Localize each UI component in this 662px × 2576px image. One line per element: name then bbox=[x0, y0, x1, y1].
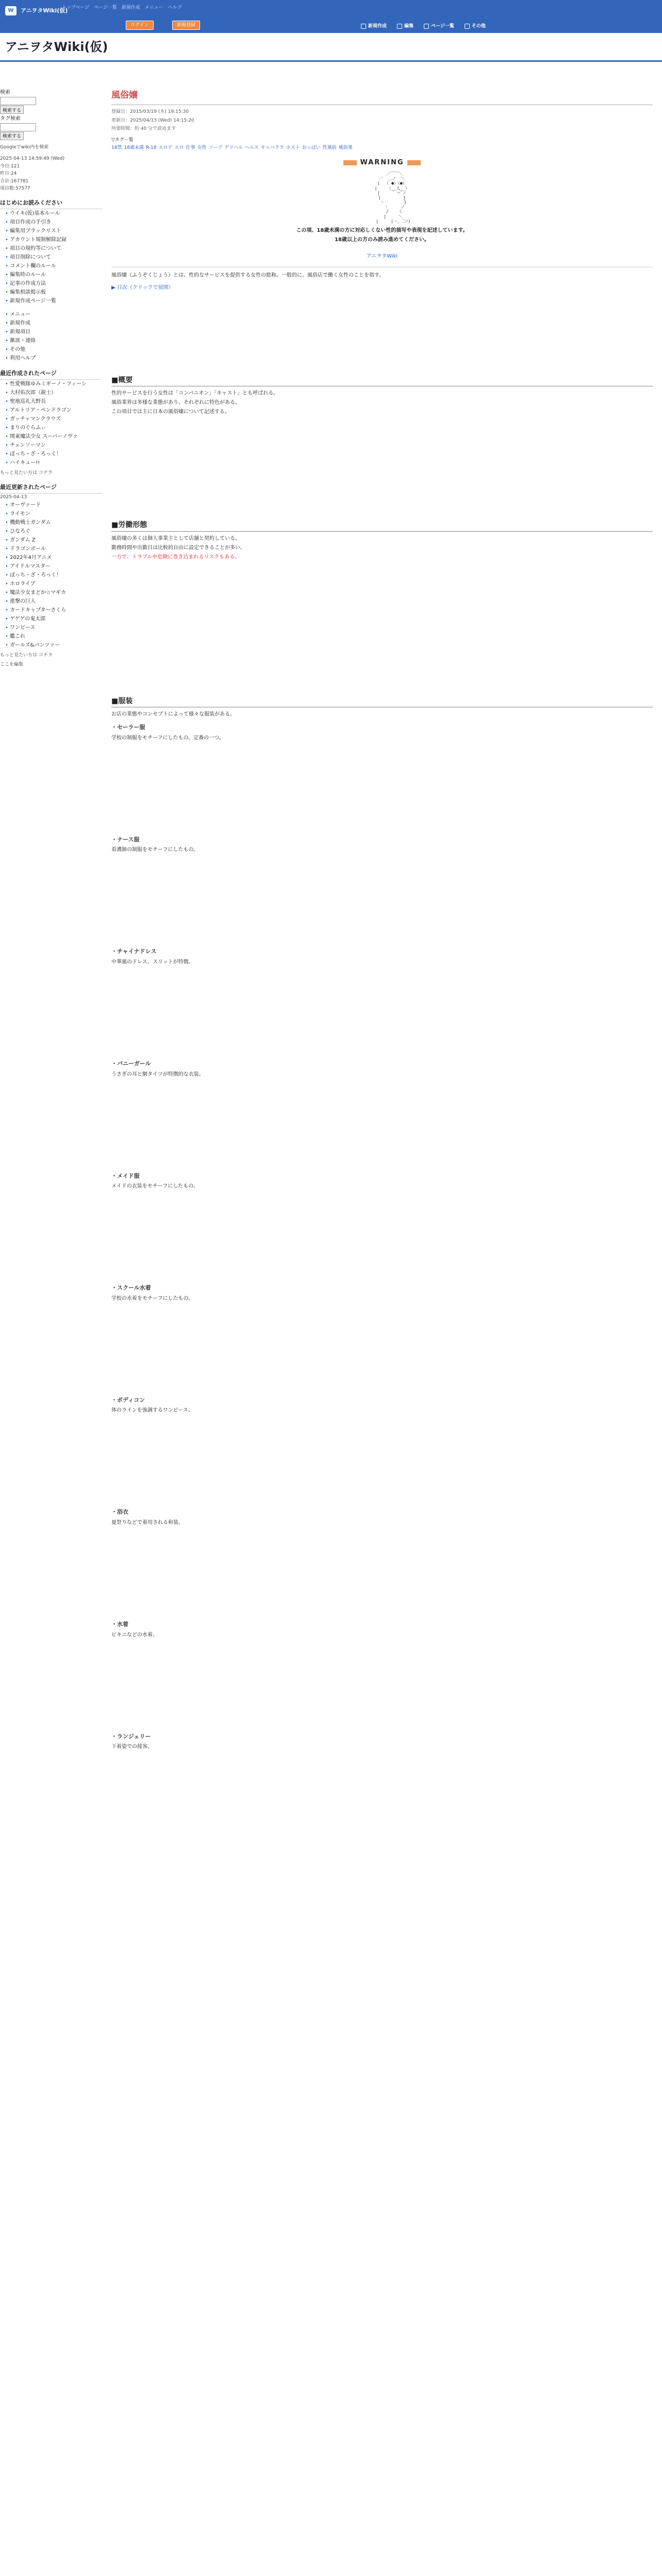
more-icon bbox=[465, 24, 470, 29]
tag-link[interactable]: 風俗業 bbox=[338, 145, 353, 150]
register-button[interactable]: 新規登録 bbox=[172, 21, 200, 30]
sidebar-rule-item[interactable]: • 項目削除について bbox=[5, 253, 102, 262]
sidebar-updated-item[interactable]: • ぼっち・ざ・ろっく！ bbox=[5, 571, 102, 580]
clothes-item-heading: ・ランジェリー bbox=[111, 1733, 151, 1740]
overview-p3: この項目では主に日本の風俗嬢について記述する。 bbox=[111, 409, 230, 415]
sidebar-rule-item[interactable]: • 記事の作成方法 bbox=[5, 280, 102, 288]
edit-label: 編集 bbox=[404, 24, 414, 29]
section-clothes-heading: ■服装 bbox=[111, 696, 653, 707]
search-input[interactable] bbox=[0, 97, 36, 105]
more-action[interactable] bbox=[465, 23, 486, 30]
stat-pages: 項目数:57577 bbox=[0, 185, 30, 191]
sidebar-created-item[interactable]: • まりのぐらふぃ bbox=[5, 424, 102, 432]
sidebar-rule-item[interactable]: • アカウント規制解除記録 bbox=[5, 236, 102, 244]
crumb-top[interactable]: トップページ bbox=[62, 5, 90, 10]
recent-updated-heading: 最近更新されたページ bbox=[0, 483, 102, 494]
sidebar-rule-item[interactable]: • 編集用ブラックリスト bbox=[5, 227, 102, 235]
sidebar-rule-item[interactable]: • 編集相談掲示板 bbox=[5, 289, 102, 297]
warning-stripe-icon bbox=[407, 160, 421, 165]
tag-link[interactable]: デリヘル bbox=[224, 145, 243, 150]
sidebar bbox=[0, 89, 102, 2576]
tag-link[interactable]: 性風俗 bbox=[322, 145, 337, 150]
section-work-heading: ■労働形態 bbox=[111, 519, 653, 531]
ascii-art: ／￣￣＼ ／ ＿ノ ＼ | （ ●）（●） | （__人__） | ` ⌒´ノ | } ヽ } ヽ ノ / く | ＼ | |ヽ、二⌒) bbox=[374, 171, 411, 224]
tag-link[interactable]: キャバクラ bbox=[260, 145, 284, 150]
sidebar-updated-item[interactable]: • アイドルマスター bbox=[5, 563, 102, 571]
sidebar-updated-item[interactable]: • ひなろぐ bbox=[5, 528, 102, 536]
warning-line-2: 18歳以上の方のみ読み進めてください。 bbox=[335, 237, 429, 243]
warning-line-1: この項、18歳未満の方に対応しくない性的描写や表現を記述しています。 bbox=[296, 228, 468, 233]
stat-today: 今日:121 bbox=[0, 163, 20, 169]
sidebar-created-item[interactable]: • アルトリア・ペンドラゴン bbox=[5, 406, 102, 415]
overview-p2: 風俗業界は多様な業態があり、それぞれに特色がある。 bbox=[111, 400, 240, 406]
clothes-item-body bbox=[111, 1528, 653, 1616]
title-banner bbox=[0, 33, 662, 62]
tag-link[interactable]: エロゲ bbox=[158, 145, 173, 150]
more-created-link[interactable]: もっと見たい方は コチラ bbox=[0, 470, 53, 476]
edit-action[interactable] bbox=[397, 23, 413, 30]
clothes-item-body bbox=[111, 743, 653, 831]
sidebar-created-item[interactable]: • ガッチャマンクラウズ bbox=[5, 415, 102, 423]
tag-link[interactable]: おっぱい bbox=[302, 145, 321, 150]
tag-search-input[interactable] bbox=[0, 123, 36, 131]
clothes-item-heading: ・バニーガール bbox=[111, 1060, 151, 1067]
meta-updated: 更新日：2025/04/13 (Wed) 14:15:20 bbox=[111, 117, 194, 123]
tag-link[interactable]: 仕事 bbox=[186, 145, 195, 150]
google-search-link[interactable]: Googleでwiki内を検索 bbox=[0, 145, 49, 150]
clothes-item-text: メイドの衣装をモチーフにしたもの。 bbox=[111, 1183, 198, 1190]
clothes-item-text: うさぎの耳と網タイツが特徴的な衣装。 bbox=[111, 1071, 204, 1077]
main-content bbox=[111, 89, 653, 1840]
sidebar-nav-item[interactable]: • 利用ヘルプ bbox=[5, 354, 102, 363]
sidebar-rule-item[interactable]: • 項目の規約等について bbox=[5, 245, 102, 253]
sidebar-created-item[interactable]: • ぼっち・ざ・ろっく！ bbox=[5, 450, 102, 459]
more-updated-link[interactable]: もっと見たい方は コチラ bbox=[0, 652, 53, 658]
page-header-title: アニヲタWiki(仮) bbox=[5, 40, 108, 54]
sidebar-updated-item[interactable]: • 魔法少女まどか☆マギカ bbox=[5, 589, 102, 597]
clothes-item-text: 学校の水着をモチーフにしたもの。 bbox=[111, 1295, 194, 1301]
site-name: アニヲタWiki(仮) bbox=[21, 7, 68, 14]
crumb-new[interactable]: 新規作成 bbox=[121, 5, 140, 10]
plus-icon bbox=[361, 24, 366, 29]
sidebar-updated-item[interactable]: • 進撃の巨人 bbox=[5, 598, 102, 606]
current-date: 2025-04-13 14:59:49 (Wed) bbox=[0, 156, 65, 162]
login-button[interactable]: ログイン bbox=[126, 21, 154, 30]
sidebar-updated-item[interactable]: • ドラゴンボール bbox=[5, 545, 102, 553]
recent-updated-list bbox=[5, 501, 102, 650]
clothes-item-body bbox=[111, 1304, 653, 1392]
recent-created-heading: 最近作成されたページ bbox=[0, 369, 102, 380]
clothes-item-body bbox=[111, 1752, 653, 1840]
sidebar-rule-item[interactable]: • コメント欄のルール bbox=[5, 262, 102, 270]
clothes-item-text: 看護師の制服をモチーフにしたもの。 bbox=[111, 847, 199, 853]
edit-sidebar-link[interactable]: ここを編集 bbox=[0, 662, 24, 668]
clothes-item-heading: ・チャイナドレス bbox=[111, 948, 157, 955]
breadcrumb bbox=[62, 4, 185, 11]
sidebar-updated-item[interactable]: • 2022年4月アニメ bbox=[5, 554, 102, 562]
clothes-item-heading: ・スクール水着 bbox=[111, 1284, 151, 1292]
sidebar-nav-item[interactable]: • その他 bbox=[5, 346, 102, 354]
pencil-icon bbox=[397, 24, 402, 29]
warning-text: WARNING bbox=[360, 159, 404, 167]
sidebar-updated-item[interactable]: • ホロライブ bbox=[5, 580, 102, 588]
sidebar-nav-item[interactable]: • 新規項目 bbox=[5, 328, 102, 336]
sidebar-updated-item[interactable]: • 機動戦士ガンダム bbox=[5, 519, 102, 527]
lead-paragraph: 風俗嬢（ふうぞくじょう）とは、性的なサービスを提供する女性の総称。一般的に、風俗店で働く女性のことを指す。 bbox=[111, 273, 385, 278]
warning-title bbox=[111, 158, 653, 168]
warning-stripe-icon bbox=[343, 160, 357, 165]
sidebar-rule-item[interactable]: • 新規作成ページ一覧 bbox=[5, 297, 102, 306]
search-button[interactable]: 検索する bbox=[0, 106, 24, 114]
page-title: 風俗嬢 bbox=[111, 89, 653, 105]
page-list-label: ページ一覧 bbox=[431, 24, 454, 29]
meta-created: 登録日：2015/03/19 (木) 19:15:30 bbox=[111, 109, 189, 115]
clothes-item-heading: ・メイド服 bbox=[111, 1172, 140, 1179]
sidebar-rule-item[interactable]: • ウイキ(仮)基本ルール bbox=[5, 210, 102, 218]
sidebar-created-item[interactable]: • チェンソーマン bbox=[5, 442, 102, 450]
tag-list bbox=[111, 137, 653, 151]
sidebar-created-item[interactable]: • 性愛戦隊ゆみミギーノ・フィーシ bbox=[5, 380, 102, 388]
sidebar-rule-item[interactable]: • 編集時のルール bbox=[5, 271, 102, 279]
sidebar-updated-item[interactable]: • カードキャプターさくら bbox=[5, 606, 102, 615]
recent-created-list bbox=[5, 380, 102, 467]
read-first-heading: はじめにお読みください bbox=[0, 198, 102, 209]
work-p3: 一方で、トラブルや危険に巻き込まれるリスクもある。 bbox=[111, 554, 240, 560]
new-page-action[interactable] bbox=[361, 23, 387, 30]
clothes-item-body bbox=[111, 1080, 653, 1167]
work-p2: 勤務時間や出勤日は比較的自由に設定できることが多い。 bbox=[111, 545, 245, 551]
clothes-item-body bbox=[111, 1192, 653, 1279]
tag-prefix: ▽タグ一覧 bbox=[111, 138, 134, 143]
clothes-item-heading: ・ボディコン bbox=[111, 1396, 145, 1403]
search-label: 検索 bbox=[0, 90, 10, 95]
warning-box bbox=[111, 158, 653, 261]
page-list-action[interactable] bbox=[424, 23, 454, 30]
meta-readtime: 所要時間：約 40 分で読めます bbox=[111, 126, 176, 131]
clothes-item-text: 下着姿での接客。 bbox=[111, 1744, 153, 1750]
sidebar-updated-item[interactable]: • オーヴァード bbox=[5, 501, 102, 510]
tag-link[interactable]: 女性 bbox=[197, 145, 207, 150]
toc-toggle[interactable]: ▶ 目次（クリックで展開） bbox=[111, 285, 174, 291]
crumb-help[interactable]: ヘルプ bbox=[168, 5, 182, 10]
tag-link[interactable]: 18禁 bbox=[111, 145, 122, 150]
sidebar-updated-item[interactable]: • 艦これ bbox=[5, 633, 102, 641]
tag-link[interactable]: 18歳未満 bbox=[124, 145, 144, 150]
sidebar-created-item[interactable]: • ハイキュー!! bbox=[5, 459, 102, 467]
sidebar-created-item[interactable]: • 大村佑次郎（鋭士） bbox=[5, 389, 102, 397]
clothes-item-heading: ・ナース服 bbox=[111, 836, 140, 843]
tag-link[interactable]: ヘルス bbox=[244, 145, 259, 150]
read-first-list bbox=[5, 210, 102, 306]
tag-link[interactable]: エロ bbox=[174, 145, 184, 150]
clothes-item-heading: ・水着 bbox=[111, 1620, 128, 1628]
clothes-intro: お店の業態やコンセプトによって様々な服装がある。 bbox=[111, 711, 235, 718]
wiki-logo-icon: W bbox=[5, 6, 16, 15]
sidebar-created-item[interactable]: • 聖地巡礼大野長 bbox=[5, 398, 102, 406]
clothes-item-body bbox=[111, 1416, 653, 1503]
clothes-item-text: ビキニなどの水着。 bbox=[111, 1632, 158, 1638]
sidebar-nav-item[interactable]: • 雑談・連絡 bbox=[5, 337, 102, 345]
stat-total: 合計:167781 bbox=[0, 178, 29, 184]
clothes-item-body bbox=[111, 1640, 653, 1728]
clothes-item-body bbox=[111, 855, 653, 943]
tag-link[interactable]: R-18 bbox=[145, 145, 157, 150]
site-logo[interactable] bbox=[5, 6, 68, 15]
more-label: その他 bbox=[471, 24, 486, 29]
crumb-list[interactable]: ページ一覧 bbox=[94, 5, 117, 10]
warning-link[interactable]: アニヲタWiki bbox=[366, 253, 398, 259]
clothes-item-heading: ・セーラー服 bbox=[111, 724, 145, 731]
clothes-list bbox=[111, 723, 653, 1840]
page-meta bbox=[111, 108, 653, 132]
overview-p1: 性的サービスを行う女性は「コンパニオン」「キャスト」とも呼ばれる。 bbox=[111, 391, 279, 397]
sidebar-nav-item[interactable]: • 新規作成 bbox=[5, 319, 102, 328]
section-overview-heading: ■概要 bbox=[111, 375, 653, 386]
top-bar bbox=[0, 0, 662, 33]
clothes-item-text: 中華風のドレス。スリットが特徴。 bbox=[111, 959, 194, 965]
tag-search-button[interactable]: 検索する bbox=[0, 132, 24, 140]
clothes-item-text: 学校の制服をモチーフにしたもの。定番の一つ。 bbox=[111, 735, 224, 741]
sidebar-updated-item[interactable]: • ライモン bbox=[5, 510, 102, 518]
nav-list bbox=[5, 311, 102, 363]
new-page-label: 新規作成 bbox=[368, 24, 387, 29]
sidebar-nav-item[interactable]: • メニュー bbox=[5, 311, 102, 319]
tag-link[interactable]: ホスト bbox=[286, 145, 300, 150]
sidebar-created-item[interactable]: • 関東魔法少女 スーパーノヴァ bbox=[5, 433, 102, 441]
clothes-item-text: 体のラインを強調するワンピース。 bbox=[111, 1408, 194, 1414]
sidebar-updated-item[interactable]: • ワンピース bbox=[5, 624, 102, 632]
sidebar-updated-item[interactable]: • ゲゲゲの鬼太郎 bbox=[5, 615, 102, 623]
list-icon bbox=[424, 24, 429, 29]
sidebar-updated-item[interactable]: • ガールズ&パンツァー bbox=[5, 641, 102, 650]
sidebar-updated-item[interactable]: • ガンダム Ζ bbox=[5, 536, 102, 545]
stat-yesterday: 昨日:24 bbox=[0, 171, 17, 177]
tag-link[interactable]: ソープ bbox=[208, 145, 223, 150]
sidebar-rule-item[interactable]: • 項目作成の手引き bbox=[5, 218, 102, 227]
clothes-item-body bbox=[111, 968, 653, 1055]
work-p1: 風俗嬢の多くは個人事業主として店舗と契約している。 bbox=[111, 535, 240, 541]
tag-search-label: タグ検索 bbox=[0, 115, 21, 122]
clothes-item-heading: ・浴衣 bbox=[111, 1509, 128, 1516]
crumb-menu[interactable]: メニュー bbox=[144, 5, 163, 10]
action-bar bbox=[361, 23, 486, 30]
recent-updated-date: 2025-04-13 bbox=[0, 494, 27, 500]
clothes-item-text: 夏祭りなどで着用される和装。 bbox=[111, 1519, 184, 1526]
